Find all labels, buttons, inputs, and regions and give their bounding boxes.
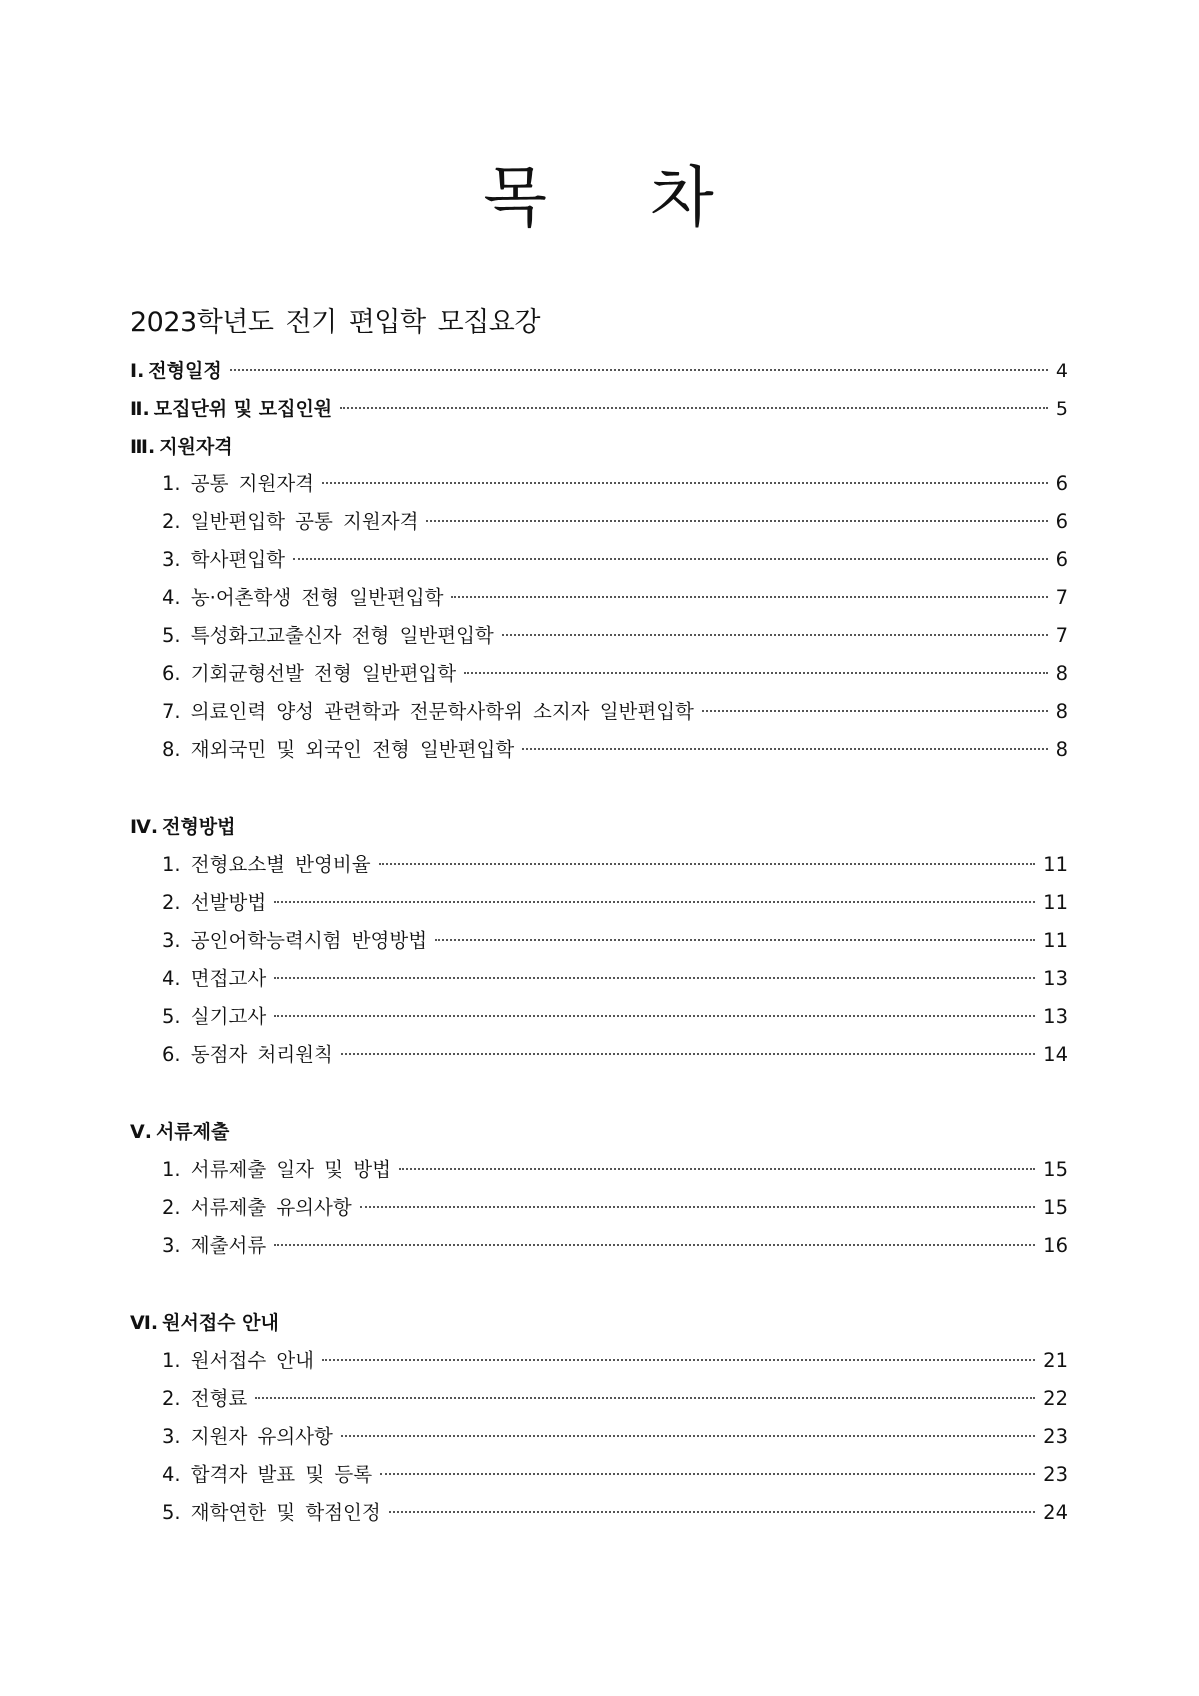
dot-leader [341,1053,1035,1055]
section-label: 지원자격 [159,436,233,458]
dot-leader [322,482,1048,484]
dot-leader [341,1435,1035,1437]
page-number: 14 [1043,1043,1068,1066]
item-label: 3. 학사편입학 [162,548,285,571]
dot-leader [274,977,1035,979]
toc-item[interactable] [162,1155,1068,1185]
toc-item[interactable] [162,1498,1068,1528]
toc-item[interactable] [162,1040,1068,1070]
dot-leader [274,1244,1035,1246]
page-number: 4 [1055,360,1068,382]
dot-leader [399,1168,1035,1170]
dot-leader [360,1206,1035,1208]
item-label: 1. 원서접수 안내 [162,1349,315,1372]
toc-item[interactable] [162,621,1068,651]
page-number: 23 [1043,1463,1068,1486]
page-number: 5 [1055,398,1068,420]
dot-leader [426,520,1047,522]
item-label: 2. 일반편입학 공통 지원자격 [162,510,419,533]
dot-leader [435,939,1035,941]
page-number: 15 [1043,1158,1068,1181]
item-label: 4. 합격자 발표 및 등록 [162,1463,373,1486]
section-numeral: Ⅱ. [130,398,150,420]
item-label: 3. 제출서류 [162,1234,267,1257]
page-number: 13 [1043,1005,1068,1028]
item-label: 3. 공인어학능력시험 반영방법 [162,929,428,952]
toc-item[interactable] [162,850,1068,880]
item-label: 3. 지원자 유의사항 [162,1425,333,1448]
toc-item[interactable] [162,735,1068,765]
item-label: 2. 선발방법 [162,891,267,914]
page-number: 11 [1043,853,1068,876]
page-number: 13 [1043,967,1068,990]
page-number: 11 [1043,929,1068,952]
page-number: 16 [1043,1234,1068,1257]
item-label: 6. 기회균형선발 전형 일반편입학 [162,662,457,685]
toc-item[interactable] [162,507,1068,537]
dot-leader [702,710,1048,712]
page-number: 6 [1055,548,1068,571]
item-label: 4. 면접고사 [162,967,267,990]
toc-item[interactable] [162,545,1068,575]
toc-item[interactable] [162,1346,1068,1376]
dot-leader [230,369,1048,371]
toc-item[interactable] [162,964,1068,994]
page-number: 24 [1043,1501,1068,1524]
page-number: 15 [1043,1196,1068,1219]
item-label: 6. 동점자 처리원칙 [162,1043,333,1066]
dot-leader [451,596,1047,598]
page-number: 23 [1043,1425,1068,1448]
page-number: 6 [1055,472,1068,495]
dot-leader [255,1397,1035,1399]
toc-item[interactable] [162,1384,1068,1414]
page-number: 21 [1043,1349,1068,1372]
page-title: 목 차 [483,159,716,236]
toc-section-4[interactable] [130,812,1068,842]
page-number: 8 [1055,738,1068,761]
dot-leader [380,1473,1035,1475]
item-label: 4. 농·어촌학생 전형 일반편입학 [162,586,444,609]
toc-section-2[interactable] [130,394,1068,424]
dot-leader [389,1511,1035,1513]
section-numeral: Ⅳ. [130,816,159,838]
toc-item[interactable] [162,1231,1068,1261]
item-label: 8. 재외국민 및 외국인 전형 일반편입학 [162,738,515,761]
toc-item[interactable] [162,888,1068,918]
section-numeral: Ⅵ. [130,1312,159,1334]
section-label: 서류제출 [155,1121,230,1143]
item-label: 7. 의료인력 양성 관련학과 전문학사학위 소지자 일반편입학 [162,700,694,723]
section-label: 전형일정 [148,360,222,382]
section-numeral: Ⅴ. [130,1121,152,1143]
toc-item[interactable] [162,1460,1068,1490]
toc-item[interactable] [162,697,1068,727]
dot-leader [522,748,1047,750]
page-number: 8 [1055,662,1068,685]
page-number: 8 [1055,700,1068,723]
item-label: 2. 전형료 [162,1387,248,1410]
dot-leader [274,1015,1035,1017]
dot-leader [293,558,1048,560]
item-label: 5. 재학연한 및 학점인정 [162,1501,381,1524]
section-label: 원서접수 안내 [162,1312,279,1334]
section-numeral: Ⅲ. [130,436,156,458]
item-label: 2. 서류제출 유의사항 [162,1196,352,1219]
toc-item[interactable] [162,469,1068,499]
page-number: 7 [1055,624,1068,647]
item-label: 1. 서류제출 일자 및 방법 [162,1158,391,1181]
dot-leader [274,901,1035,903]
item-label: 1. 공통 지원자격 [162,472,315,495]
document-heading: 2023학년도 전기 편입학 모집요강 [130,307,540,338]
toc-section-3[interactable] [130,432,1068,462]
toc-item[interactable] [162,926,1068,956]
dot-leader [322,1359,1035,1361]
item-label: 1. 전형요소별 반영비율 [162,853,371,876]
page-number: 11 [1043,891,1068,914]
toc-section-5[interactable] [130,1117,1068,1147]
section-label: 전형방법 [162,816,236,838]
item-label: 5. 실기고사 [162,1005,267,1028]
toc-section-1[interactable] [130,356,1068,386]
toc-item[interactable] [162,1422,1068,1452]
dot-leader [340,407,1048,409]
toc-item[interactable] [162,659,1068,689]
item-label: 5. 특성화고교출신자 전형 일반편입학 [162,624,494,647]
page-number: 22 [1043,1387,1068,1410]
toc-item[interactable] [162,1193,1068,1223]
page-number: 7 [1055,586,1068,609]
page-number: 6 [1055,510,1068,533]
dot-leader [379,863,1036,865]
toc-item[interactable] [162,583,1068,613]
dot-leader [464,672,1047,674]
dot-leader [502,634,1048,636]
toc-section-6[interactable] [130,1308,1068,1338]
section-numeral: Ⅰ. [130,360,145,382]
section-label: 모집단위 및 모집인원 [153,398,333,420]
toc-item[interactable] [162,1002,1068,1032]
